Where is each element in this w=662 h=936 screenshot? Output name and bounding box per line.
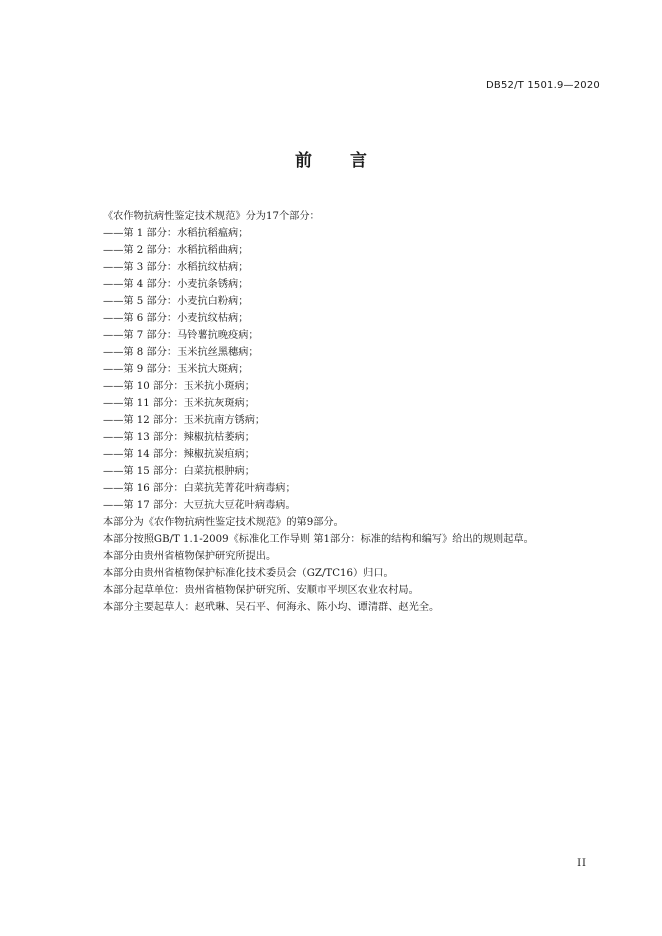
list-item: ——第 7 部分：马铃薯抗晚疫病； [103, 330, 259, 341]
paragraph-part-statement: 本部分为《农作物抗病性鉴定技术规范》的第9部分。 [103, 517, 344, 528]
list-item: ——第 13 部分：辣椒抗枯萎病； [103, 432, 255, 443]
list-item: ——第 6 部分：小麦抗纹枯病； [103, 313, 249, 324]
paragraph-intro: 《农作物抗病性鉴定技术规范》分为17个部分： [103, 211, 320, 222]
paragraph-drafters: 本部分主要起草人：赵玳琳、吴石平、何海永、陈小均、谭清群、赵光全。 [103, 602, 440, 613]
document-code: DB52/T 1501.9—2020 [486, 80, 600, 91]
page-number: II [577, 858, 587, 869]
paragraph-proposer: 本部分由贵州省植物保护研究所提出。 [103, 551, 277, 562]
list-item: ——第 16 部分：白菜抗芜菁花叶病毒病； [103, 483, 296, 494]
list-item: ——第 2 部分：水稻抗稻曲病； [103, 245, 249, 256]
list-item: ——第 8 部分：玉米抗丝黑穗病； [103, 347, 259, 358]
list-item: ——第 15 部分：白菜抗根肿病； [103, 466, 255, 477]
list-item: ——第 10 部分：玉米抗小斑病； [103, 381, 255, 392]
list-item: ——第 9 部分：玉米抗大斑病； [103, 364, 249, 375]
list-item: ——第 3 部分：水稻抗纹枯病； [103, 262, 249, 273]
list-item: ——第 17 部分：大豆抗大豆花叶病毒病。 [103, 500, 296, 511]
list-item: ——第 5 部分：小麦抗白粉病； [103, 296, 249, 307]
page-title: 前言 [295, 151, 405, 171]
foreword-body [103, 208, 603, 616]
list-item: ——第 4 部分：小麦抗条锈病； [103, 279, 249, 290]
paragraph-committee: 本部分由贵州省植物保护标准化技术委员会（GZ/TC16）归口。 [103, 568, 394, 579]
list-item: ——第 11 部分：玉米抗灰斑病； [103, 398, 255, 409]
list-item: ——第 1 部分：水稻抗稻瘟病； [103, 228, 249, 239]
paragraph-drafting-rules: 本部分按照GB/T 1.1-2009《标准化工作导则 第1部分：标准的结构和编写》给出的规则起草。 [103, 534, 534, 545]
list-item: ——第 14 部分：辣椒抗炭疽病； [103, 449, 255, 460]
list-item: ——第 12 部分：玉米抗南方锈病； [103, 415, 266, 426]
paragraph-drafting-units: 本部分起草单位：贵州省植物保护研究所、安顺市平坝区农业农村局。 [103, 585, 419, 596]
